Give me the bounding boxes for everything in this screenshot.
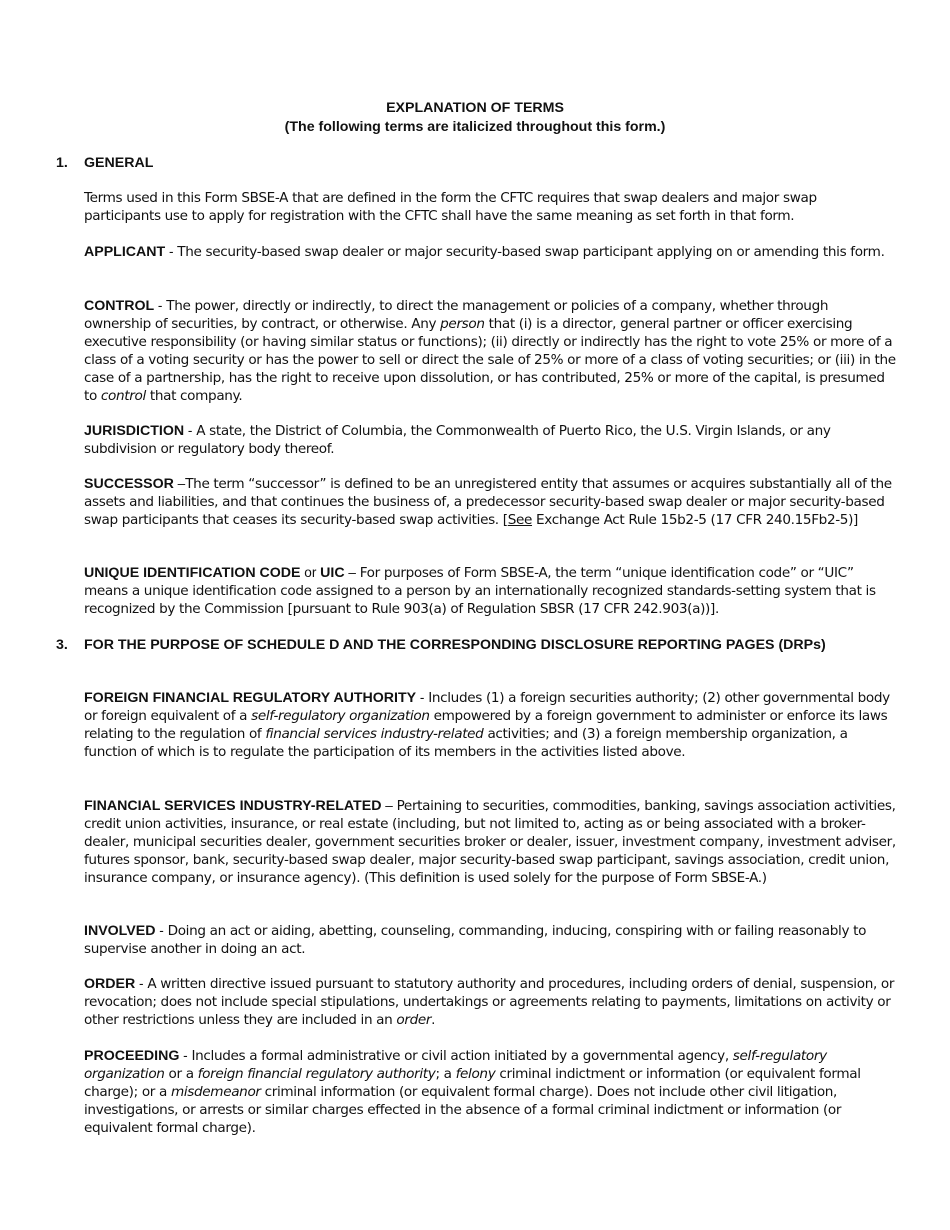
term-separator: -: [184, 423, 197, 438]
section-schedule-d-heading: [56, 636, 896, 654]
term-label: UNIQUE IDENTIFICATION CODE: [84, 565, 301, 581]
definition-text: The security-based swap dealer or major security-based swap participant applying on or amending this form.: [177, 244, 885, 260]
definition-order: [84, 975, 896, 1029]
italic-term: control: [100, 388, 146, 404]
term-separator: -: [154, 298, 167, 313]
section-title: FOR THE PURPOSE OF SCHEDULE D AND THE CORRESPONDING DISCLOSURE REPORTING PAGES (DRPs): [84, 637, 826, 653]
page-title: EXPLANATION OF TERMS: [386, 100, 564, 116]
definition-text: activities; and (3) a foreign membership organization, a function of which is to regulate the participation of its members in the activities listed above.: [84, 726, 848, 760]
definition-uic: [84, 564, 896, 618]
italic-term: self-regulatory organization: [251, 708, 430, 724]
definition-text: criminal information (or equivalent formal charge). Does not include other civil litigation, investigations, or arrests or similar charges effected in the absence of a formal criminal indictment or information (or equivalent formal charge).: [84, 1084, 842, 1136]
term-separator: -: [416, 690, 429, 705]
definition-control: [84, 297, 896, 405]
definition-successor: [84, 475, 896, 529]
italic-term: self-regulatory organization: [84, 1048, 827, 1082]
definition-text: Doing an act or aiding, abetting, counseling, commanding, inducing, conspiring with or failing reasonably to supervise another in doing an act.: [84, 923, 867, 957]
section-general-heading: [56, 154, 896, 172]
definition-text: Includes (1) a foreign securities authority; (2) other governmental body or foreign equivalent of a: [84, 690, 890, 724]
section-title: GENERAL: [84, 155, 154, 171]
definition-text: A written directive issued pursuant to statutory authority and procedures, including orders of denial, suspension, or revocation; does not include special stipulations, undertakings or agreements relating to payments, limitations on activity or other restrictions unless they are included in an: [84, 976, 895, 1028]
term-label: PROCEEDING: [84, 1048, 180, 1064]
term-label: SUCCESSOR: [84, 476, 174, 492]
italic-term: felony: [455, 1066, 496, 1082]
term-separator: -: [155, 923, 168, 938]
definition-foreign-financial-regulatory-authority: [84, 689, 896, 761]
term-separator: –: [173, 476, 186, 491]
definition-text: criminal indictment or information (or equivalent formal charge); or a: [84, 1066, 861, 1100]
definition-text: empowered by a foreign government to administer or enforce its laws relating to the regulation of: [84, 708, 888, 742]
italic-term: foreign financial regulatory authority: [197, 1066, 436, 1082]
italic-term: person: [440, 316, 485, 332]
term-separator: -: [179, 1048, 192, 1063]
definition-text: A state, the District of Columbia, the Commonwealth of Puerto Rico, the U.S. Virgin Islands, or any subdivision or regulatory body thereof.: [84, 423, 831, 457]
definition-involved: [84, 922, 896, 958]
term-label: APPLICANT: [84, 244, 166, 260]
italic-term: misdemeanor: [170, 1084, 261, 1100]
see-reference: See: [507, 512, 533, 528]
term-separator: -: [135, 976, 148, 991]
definition-text: that (i) is a director, general partner or officer exercising executive responsibility (or having similar status or functions); (ii) directly or indirectly has the right to vote 25% or more of a class of a voting security or has the power to sell or direct the sale of 25% or more of a class of voting securities; or (iii) in the case of a partnership, has the right to receive upon dissolution, or has contributed, 25% or more of the capital, is presumed to: [84, 316, 896, 404]
term-label: INVOLVED: [84, 923, 156, 939]
definition-text: or a: [164, 1066, 198, 1082]
italic-term: order: [396, 1012, 432, 1028]
definition-text: The power, directly or indirectly, to direct the management or policies of a company, whether through ownership of securities, by contract, or otherwise. Any: [84, 298, 829, 332]
term-label: FINANCIAL SERVICES INDUSTRY-RELATED: [84, 798, 382, 814]
definition-financial-services-industry-related: [84, 797, 896, 887]
term-separator: –: [381, 798, 397, 813]
definition-text: Exchange Act Rule 15b2-5 (17 CFR 240.15Fb2-5)]: [532, 512, 859, 528]
title-block: [0, 99, 950, 137]
general-intro-paragraph: Terms used in this Form SBSE-A that are defined in the form the CFTC requires that swap dealers and major swap participants use to apply for registration with the CFTC shall have the same meaning as set forth in that form.: [84, 190, 817, 224]
term-separator: -: [165, 244, 178, 259]
definition-text: Includes a formal administrative or civil action initiated by a governmental agency,: [191, 1048, 733, 1064]
term-label: FOREIGN FINANCIAL REGULATORY AUTHORITY: [84, 690, 417, 706]
definition-text: The term “successor” is defined to be an unregistered entity that assumes or acquires substantially all of the assets and liabilities, and that continues the business of, a predecessor security-based swap dealer or major security-based swap participants that ceases its security-based swap activities. [: [84, 476, 892, 528]
term-label: UIC: [320, 565, 345, 581]
term-label: CONTROL: [84, 298, 155, 314]
definition-proceeding: [84, 1047, 896, 1137]
definition-applicant: [84, 243, 896, 261]
definition-text: that company.: [145, 388, 243, 404]
term-joiner: or: [300, 565, 321, 580]
page-subtitle: (The following terms are italicized throughout this form.): [284, 119, 666, 135]
definition-jurisdiction: [84, 422, 896, 458]
definition-text: Pertaining to securities, commodities, banking, savings association activities, credit union activities, insurance, or real estate (including, but not limited to, acting as or being associated with a broker-dealer, municipal securities dealer, government securities broker or dealer, issuer, investment company, investment adviser, futures sponsor, bank, security-based swap dealer, major security-based swap participant, savings association, credit union, insurance company, or insurance agency). (This definition is used solely for the purpose of Form SBSE-A.): [84, 798, 896, 886]
term-label: ORDER: [84, 976, 136, 992]
definition-text: ; a: [435, 1066, 456, 1082]
definition-text: .: [431, 1012, 436, 1028]
section-number: 1.: [56, 155, 68, 171]
definition-text: For purposes of Form SBSE-A, the term “unique identification code” or “UIC” means a unique identification code assigned to a person by an internationally recognized standards-setting system that is recognized by the Commission [pursuant to Rule 903(a) of Regulation SBSR (17 CFR 242.903(a))].: [84, 565, 876, 617]
italic-term: financial services industry-related: [265, 726, 484, 742]
term-separator: –: [344, 565, 360, 580]
term-label: JURISDICTION: [84, 423, 185, 439]
section-number: 3.: [56, 637, 68, 653]
